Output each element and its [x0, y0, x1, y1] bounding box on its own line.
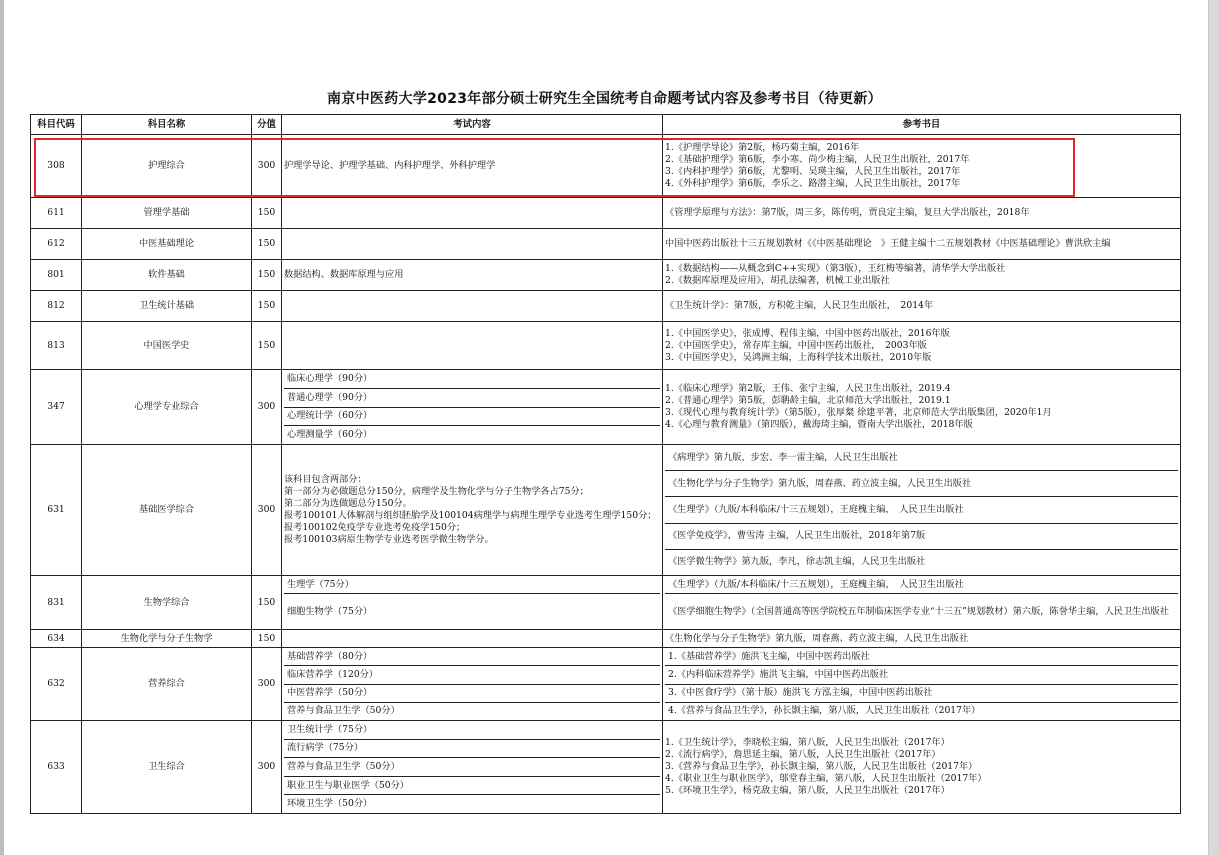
subject-name: 卫生统计基础 [82, 291, 252, 322]
subject-code: 631 [31, 445, 82, 576]
reference-books: 中国中医药出版社十三五规划教材《《中医基础理论 》王健主编十二五规划教材《中医基础理论》曹洪欣主编 [663, 229, 1181, 260]
subject-score: 300 [252, 445, 282, 576]
table-row [31, 291, 1181, 322]
content-part: 生理学（75分） [284, 576, 660, 594]
subject-code: 611 [31, 198, 82, 229]
exam-content [282, 291, 663, 322]
subject-score: 300 [252, 721, 282, 814]
subject-name: 软件基础 [82, 260, 252, 291]
table-row [31, 630, 1181, 648]
subject-name: 卫生综合 [82, 721, 252, 814]
reference-book: 《病理学》第九版，步宏、李一雷主编，人民卫生出版社 [665, 445, 1178, 471]
content-part: 心理统计学（60分） [284, 408, 660, 427]
reference-books [663, 445, 1181, 576]
subject-name: 管理学基础 [82, 198, 252, 229]
table-row [31, 648, 1181, 721]
subject-code: 632 [31, 648, 82, 721]
content-part: 卫生统计学（75分） [284, 721, 660, 740]
content-part: 普通心理学（90分） [284, 389, 660, 408]
reference-book: 《医学免疫学》，曹雪涛 主编，人民卫生出版社，2018年第7版 [665, 524, 1178, 550]
content-part: 基础营养学（80分） [284, 648, 660, 666]
subject-name: 中国医学史 [82, 322, 252, 370]
subject-name: 心理学专业综合 [82, 370, 252, 445]
viewer-scrollbar[interactable] [1208, 0, 1219, 855]
subject-code: 831 [31, 576, 82, 630]
subject-score: 150 [252, 576, 282, 630]
content-part: 营养与食品卫生学（50分） [287, 705, 400, 717]
exam-content: 数据结构、数据库原理与应用 [282, 260, 663, 291]
reference-books: 《生物化学与分子生物学》第九版，周春燕、药立波主编，人民卫生出版社 [663, 630, 1181, 648]
reference-book: 《医学细胞生物学》（全国普通高等医学院校五年制临床医学专业“十三五”规划教材）第六版，陈誉华主编，人民卫生出版社 [668, 605, 1169, 617]
subject-name: 中医基础理论 [82, 229, 252, 260]
subject-code: 812 [31, 291, 82, 322]
table-row [31, 445, 1181, 576]
reference-book: 《医学微生物学》第九版，李凡，徐志凯主编，人民卫生出版社 [668, 556, 926, 568]
table-row [31, 260, 1181, 291]
table-row [31, 229, 1181, 260]
subject-name: 营养综合 [82, 648, 252, 721]
subject-name: 护理综合 [82, 135, 252, 198]
header-content: 考试内容 [282, 115, 663, 135]
subject-score: 150 [252, 198, 282, 229]
reference-books: 1.《数据结构——从概念到C++实现》（第3版），王红梅等编著，清华学大学出版社 2.《数据库原理及应用》，胡孔法编著，机械工业出版社 [663, 260, 1181, 291]
table-row [31, 322, 1181, 370]
subject-score: 150 [252, 260, 282, 291]
content-part: 职业卫生与职业医学（50分） [284, 777, 660, 796]
reference-books: 1.《临床心理学》第2版，王伟、张宁主编，人民卫生出版社，2019.4 2.《普通心理学》第5版，彭聃龄主编，北京师范大学出版社，2019.1 3.《现代心理与教育统计学》（第5版），张厚粲 徐建平著，北京师范大学出版集团，2020年1月 4.《心理与教育测量》（第四版），戴海琦主编，暨南大学出版社，2018年版 [663, 370, 1181, 445]
exam-content [282, 648, 663, 721]
subject-code: 633 [31, 721, 82, 814]
reference-book: 4.《营养与食品卫生学》，孙长颢主编，第八版，人民卫生出版社（2017年） [668, 705, 981, 717]
reference-books: 《卫生统计学》：第7版，方积乾主编，人民卫生出版社， 2014年 [663, 291, 1181, 322]
subject-score: 150 [252, 322, 282, 370]
exam-content: 该科目包含两部分： 第一部分为必做题总分150分，病理学及生物化学与分子生物学各占75分； 第二部分为选做题总分150分。 报考100101人体解剖与组织胚胎学及100104病理学与病理生理学专业选考生理学150分； 报考100102免疫学专业选考免疫学150分； 报考100103病原生物学专业选考医学微生物学分。 [282, 445, 663, 576]
subject-score: 300 [252, 135, 282, 198]
subject-code: 813 [31, 322, 82, 370]
subject-name: 生物学综合 [82, 576, 252, 630]
reference-books: 1.《中国医学史》，张成博、程伟主编，中国中医药出版社，2016年版 2.《中国医学史》，常存库主编，中国中医药出版社， 2003年版 3.《中国医学史》，吴鸿洲主编，上海科学技术出版社，2010年版 [663, 322, 1181, 370]
table-row [31, 198, 1181, 229]
exam-content [282, 322, 663, 370]
subject-name: 基础医学综合 [82, 445, 252, 576]
exam-content [282, 576, 663, 630]
exam-content [282, 229, 663, 260]
reference-book: 《生理学》（九版/本科临床/十三五规划），王庭槐主编， 人民卫生出版社 [665, 497, 1178, 523]
subject-name: 生物化学与分子生物学 [82, 630, 252, 648]
exam-content: 护理学导论、护理学基础、内科护理学、外科护理学 [282, 135, 663, 198]
header-name: 科目名称 [82, 115, 252, 135]
content-part: 临床心理学（90分） [284, 370, 660, 389]
subject-score: 150 [252, 630, 282, 648]
content-part: 细胞生物学（75分） [287, 605, 373, 617]
table-row [31, 576, 1181, 630]
subject-code: 634 [31, 630, 82, 648]
content-part: 流行病学（75分） [284, 740, 660, 759]
content-part: 中医营养学（50分） [284, 685, 660, 703]
header-code: 科目代码 [31, 115, 82, 135]
reference-books [663, 576, 1181, 630]
reference-book: 3.《中医食疗学》（第十版）施洪飞 方泓主编，中国中医药出版社 [665, 685, 1178, 703]
table-row [31, 721, 1181, 814]
reference-book: 2.《内科临床营养学》施洪飞主编，中国中医药出版社 [665, 666, 1178, 684]
subject-code: 801 [31, 260, 82, 291]
exam-content [282, 721, 663, 814]
header-refs: 参考书目 [663, 115, 1181, 135]
reference-book: 1.《基础营养学》施洪飞主编，中国中医药出版社 [665, 648, 1178, 666]
content-part: 环境卫生学（50分） [287, 798, 373, 810]
subject-score: 150 [252, 229, 282, 260]
reference-books: 1.《卫生统计学》，李晓松主编，第八版，人民卫生出版社（2017年） 2.《流行病学》，詹思延主编，第八版，人民卫生出版社（2017年） 3.《营养与食品卫生学》，孙长颢主编，第八版，人民卫生出版社（2017年） 4.《职业卫生与职业医学》，邬堂春主编，第八版，人民卫生出版社（2017年） 5.《环境卫生学》，杨克敌主编，第八版，人民卫生出版社（2017年） [663, 721, 1181, 814]
table-row [31, 370, 1181, 445]
subject-code: 612 [31, 229, 82, 260]
subject-score: 300 [252, 648, 282, 721]
table-header-row [31, 115, 1181, 135]
exam-content [282, 630, 663, 648]
reference-books [663, 648, 1181, 721]
viewer-left-edge [0, 0, 4, 855]
reference-books: 《管理学原理与方法》：第7版，周三多，陈传明，贾良定主编，复旦大学出版社，2018年 [663, 198, 1181, 229]
reference-book: 《生理学》（九版/本科临床/十三五规划），王庭槐主编， 人民卫生出版社 [665, 576, 1178, 594]
exam-content [282, 198, 663, 229]
subject-code: 308 [31, 135, 82, 198]
subject-score: 150 [252, 291, 282, 322]
header-score: 分值 [252, 115, 282, 135]
subject-score: 300 [252, 370, 282, 445]
document-title: 南京中医药大学2023年部分硕士研究生全国统考自命题考试内容及参考书目（待更新） [327, 91, 882, 107]
content-part: 心理测量学（60分） [287, 429, 373, 441]
exam-table [30, 114, 1181, 814]
subject-code: 347 [31, 370, 82, 445]
exam-content [282, 370, 663, 445]
reference-book: 《生物化学与分子生物学》第九版，周春燕、药立波主编，人民卫生出版社 [665, 471, 1178, 497]
table-row [31, 135, 1181, 198]
reference-books: 1.《护理学导论》第2版，杨巧菊主编，2016年 2.《基础护理学》第6版，李小寒、尚少梅主编，人民卫生出版社，2017年 3.《内科护理学》第6版，尤黎明、吴瑛主编，人民卫生出版社，2017年 4.《外科护理学》第6版，李乐之、路潜主编，人民卫生出版社，2017年 [663, 135, 1181, 198]
content-part: 临床营养学（120分） [284, 666, 660, 684]
content-part: 营养与食品卫生学（50分） [284, 758, 660, 777]
